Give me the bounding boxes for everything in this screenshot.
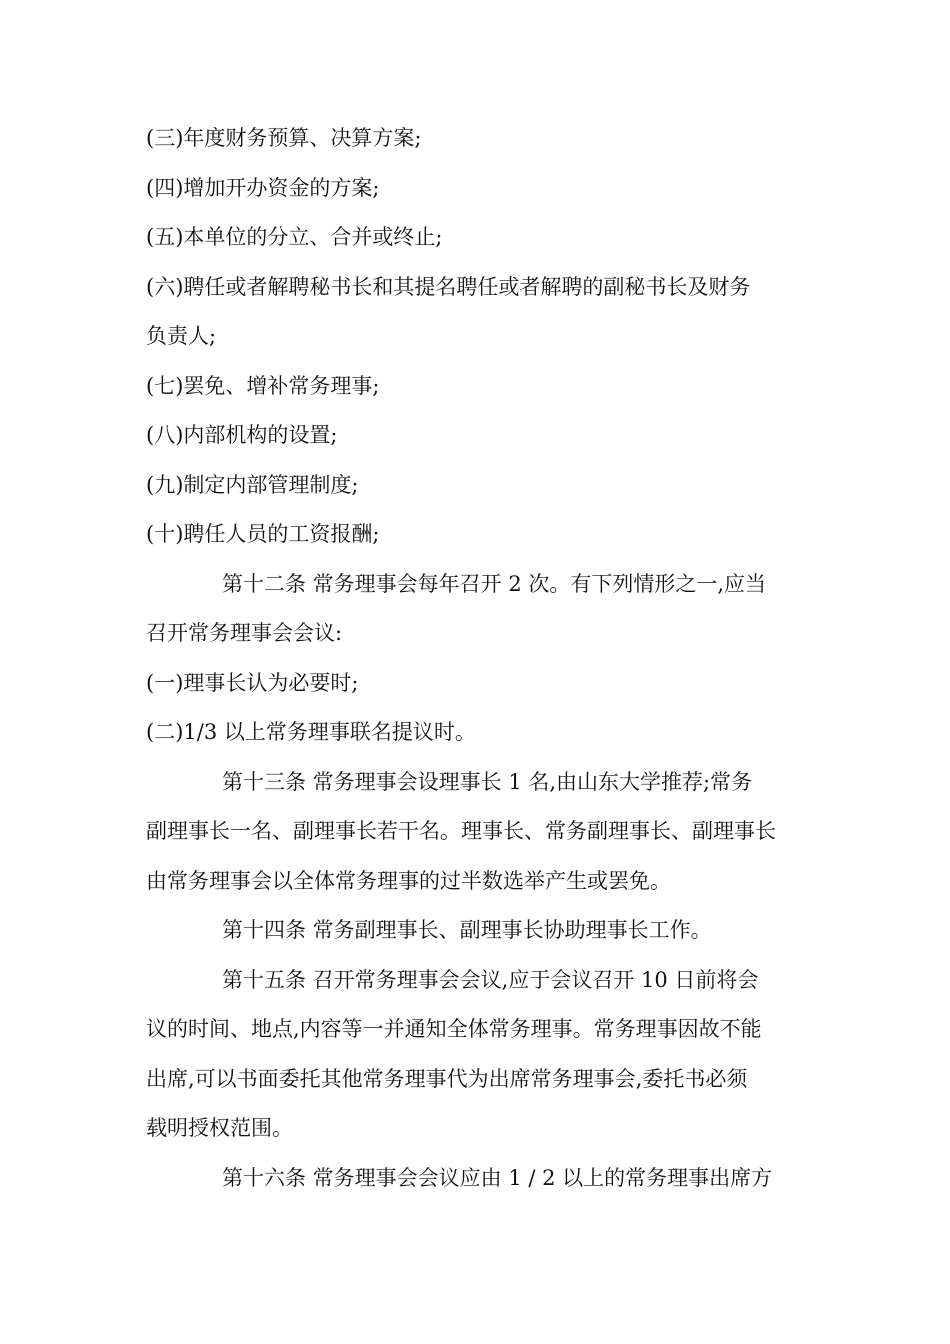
text-line-4: (六)聘任或者解聘秘书长和其提名聘任或者解聘的副秘书长及财务 <box>146 274 751 299</box>
text-line-7: (八)内部机构的设置; <box>146 423 338 447</box>
article-15-line: 第十五条 召开常务理事会会议,应于会议召开 10 日前将会 <box>222 967 759 992</box>
text-line-14 <box>146 758 808 808</box>
text-line-16: 由常务理事会以全体常务理事的过半数选举产生或罢免。 <box>146 868 671 893</box>
article-14-line: 第十四条 常务副理事长、副理事长协助理事长工作。 <box>222 918 712 942</box>
article-12-line: 第十二条 常务理事会每年召开 2 次。有下列情形之一,应当 <box>222 571 767 596</box>
text-line-5: 负责人; <box>146 324 217 348</box>
text-line-18 <box>146 956 808 1006</box>
article-13-line: 第十三条 常务理事会设理事长 1 名,由山东大学推荐;常务 <box>222 769 753 794</box>
text-line-2: (四)增加开办资金的方案; <box>146 175 380 200</box>
text-line-17 <box>146 906 808 956</box>
text-line-15: 副理事长一名、副理事长若干名。理事长、常务副理事长、副理事长 <box>146 819 776 843</box>
text-line-20: 出席,可以书面委托其他常务理事代为出席常务理事会,委托书必须 <box>146 1066 748 1091</box>
text-line-19: 议的时间、地点,内容等一并通知全体常务理事。常务理事因故不能 <box>146 1017 762 1041</box>
text-line-9: (十)聘任人员的工资报酬; <box>146 522 380 546</box>
text-line-3: (五)本单位的分立、合并或终止; <box>146 225 443 249</box>
text-line-10 <box>146 560 808 610</box>
text-line-13: (二)1/3 以上常务理事联名提议时。 <box>146 720 476 744</box>
text-line-6: (七)罢免、增补常务理事; <box>146 373 380 398</box>
text-line-12: (一)理事长认为必要时; <box>146 670 359 695</box>
article-16-line: 第十六条 常务理事会会议应由 1 / 2 以上的常务理事出席方 <box>222 1165 773 1190</box>
text-line-22 <box>146 1154 808 1204</box>
document-body <box>146 114 808 1203</box>
text-line-8: (九)制定内部管理制度; <box>146 472 359 497</box>
text-line-1: (三)年度财务预算、决算方案; <box>146 126 422 150</box>
text-line-11: 召开常务理事会会议: <box>146 621 343 645</box>
text-line-21: 载明授权范围。 <box>146 1116 293 1140</box>
